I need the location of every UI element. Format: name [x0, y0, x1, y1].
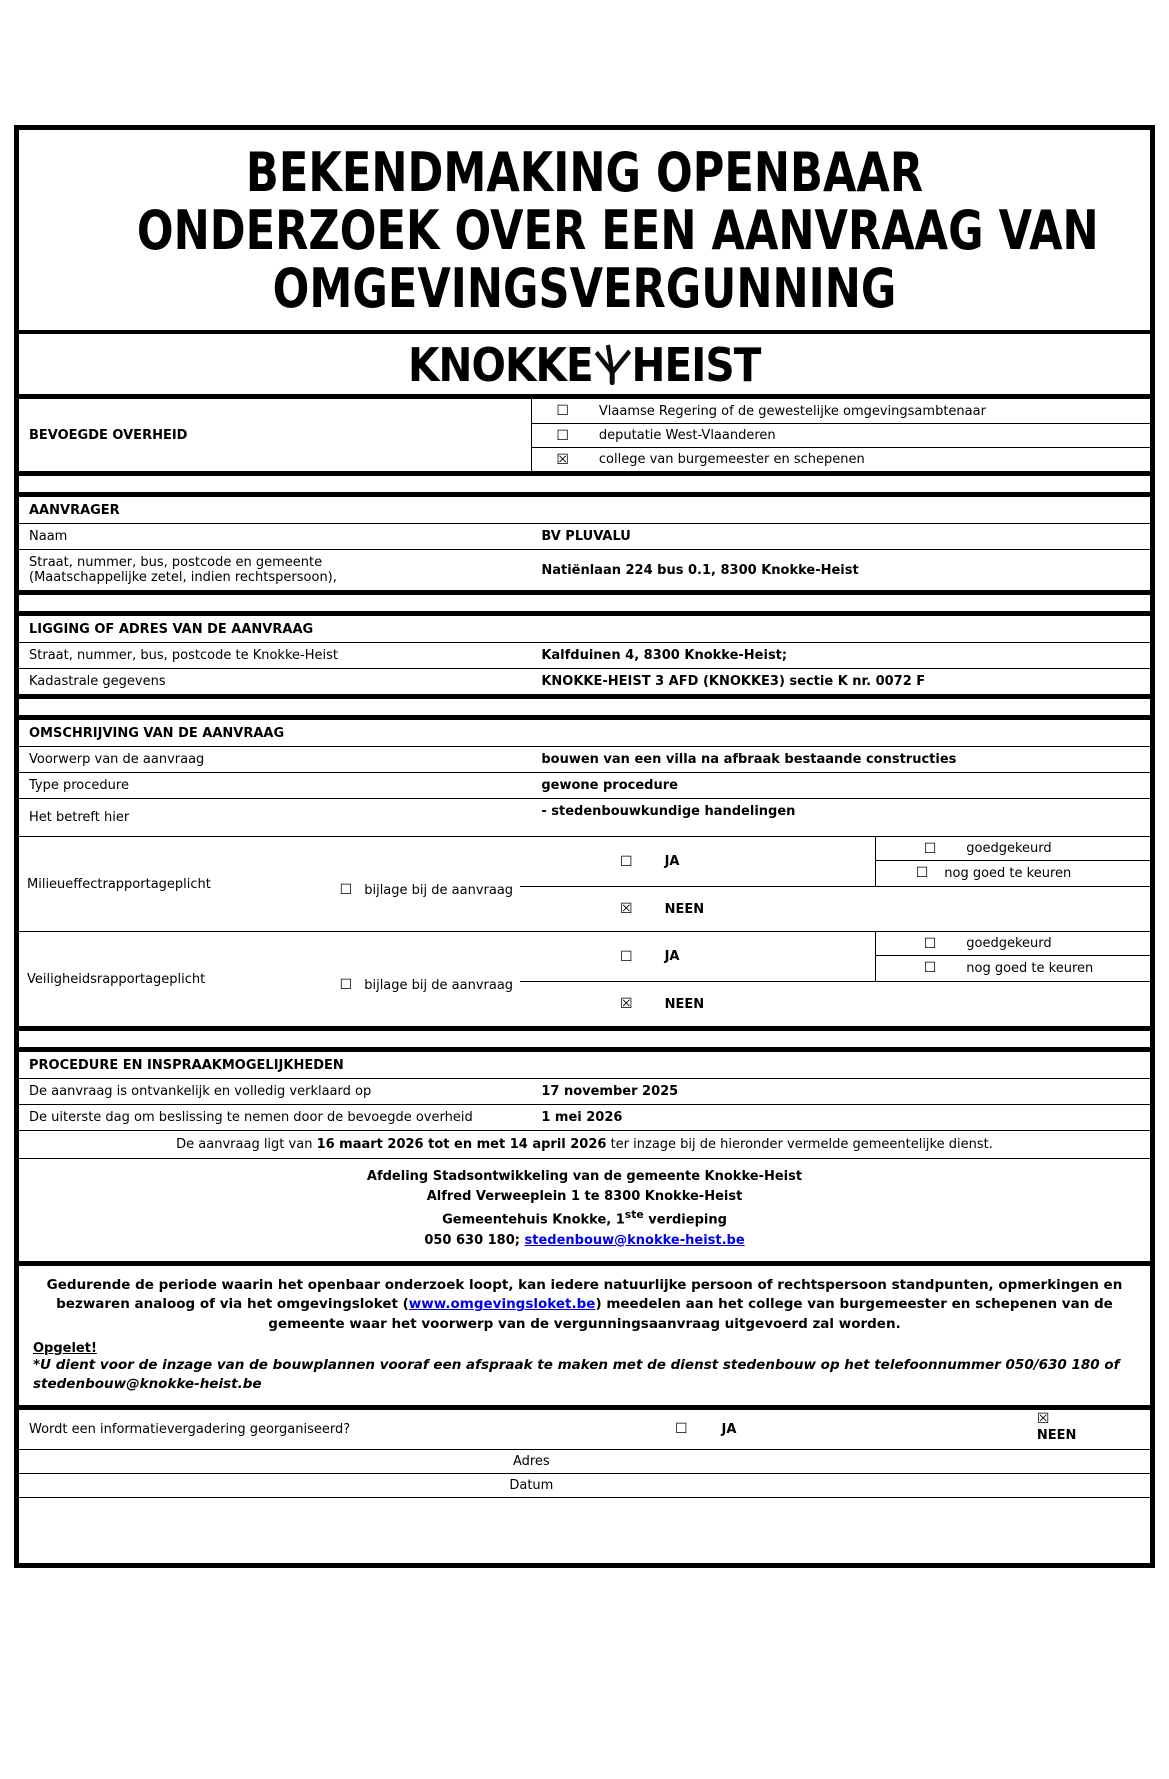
inzage-text-post: ter inzage bij de hieronder vermelde gemeentelijke dienst. — [606, 1137, 993, 1152]
milieu-neen-label: NEEN — [664, 901, 705, 917]
aanvrager-header: AANVRAGER — [19, 497, 1150, 524]
option-label: college van burgemeester en schepenen — [598, 452, 865, 467]
ligging-header: LIGGING OF ADRES VAN DE AANVRAAG — [19, 616, 1150, 643]
inzage-text-pre: De aanvraag ligt van — [176, 1137, 317, 1152]
row-adres — [19, 1450, 1150, 1474]
omgevingsloket-link[interactable]: www.omgevingsloket.be — [408, 1296, 596, 1313]
title-block — [19, 130, 1150, 334]
adres-label: Straat, nummer, bus, postcode en gemeente (Maatschappelijke zetel, indien rechtspersoon), — [29, 555, 337, 585]
municipality-logo — [19, 334, 1150, 394]
ontvankelijk-value: 17 november 2025 — [541, 1084, 679, 1099]
section-gap — [19, 595, 1150, 611]
option-label: Vlaamse Regering of de gewestelijke omgevingsambtenaar — [598, 403, 986, 419]
milieu-nog-goed-label: nog goed te keuren — [944, 865, 1072, 881]
opgelet-label: Opgelet! — [33, 1340, 97, 1356]
contact-afdeling: Afdeling Stadsontwikkeling van de gemeente Knokke-Heist — [366, 1169, 803, 1184]
contact-block — [19, 1159, 1150, 1261]
milieu-ja-label: JA — [664, 854, 680, 869]
checkbox-milieu-nog-goed[interactable]: ☐ — [915, 865, 929, 881]
ontvankelijk-label: De aanvraag is ontvankelijk en volledig verklaard op — [29, 1084, 372, 1099]
table-row — [19, 747, 1150, 773]
section-gap — [19, 1031, 1150, 1047]
row-milieueffectrapportageplicht — [19, 837, 1150, 932]
superscript-ste: ste — [624, 1208, 644, 1222]
informatievergadering-vraag: Wordt een informatievergadering georganiseerd? — [29, 1421, 351, 1437]
checkbox-college[interactable]: ☒ — [556, 451, 569, 468]
empty-area — [19, 1498, 1150, 1563]
table-row — [19, 643, 1150, 669]
row-veiligheidsrapportageplicht — [19, 932, 1150, 1026]
uiterste-dag-value: 1 mei 2026 — [541, 1110, 623, 1125]
seagull-icon — [592, 341, 632, 385]
veiligheid-neen-label: NEEN — [664, 996, 705, 1012]
section-aanvrager — [19, 497, 1150, 590]
kadastrale-label: Kadastrale gegevens — [29, 674, 166, 689]
email-link[interactable]: stedenbouw@knokke-heist.be — [524, 1232, 745, 1248]
type-procedure-value: gewone procedure — [541, 778, 678, 793]
type-procedure-label: Type procedure — [29, 778, 129, 793]
page-title-line-2: ONDERZOEK OVER EEN AANVRAAG VAN — [136, 199, 1099, 262]
contact-verdieping: Gemeentehuis Knokke, 1ste verdieping — [442, 1208, 727, 1228]
checkbox-veiligheid-neen[interactable]: ☒ — [620, 996, 633, 1012]
section-procedure — [19, 1052, 1150, 1261]
ligging-straat-label: Straat, nummer, bus, postcode te Knokke-Heist — [29, 648, 338, 663]
betreft-value: - stedenbouwkundige handelingen — [541, 804, 796, 819]
afspraak-note: *U dient voor de inzage van de bouwplannen vooraf een afspraak te maken met de dienst stedenbouw op het telefoonnummer 050/630 180 of stedenbouw@knokke-heist.be — [33, 1356, 1120, 1393]
contact-adres: Alfred Verweeplein 1 te 8300 Knokke-Heist — [426, 1189, 743, 1205]
checkbox-veiligheid-goedgekeurd[interactable]: ☐ — [923, 935, 937, 952]
section-ligging — [19, 616, 1150, 694]
table-row — [19, 799, 1150, 837]
kadastrale-value: KNOKKE-HEIST 3 AFD (KNOKKE3) sectie K nr. 0072 F — [541, 674, 926, 689]
section-bezwaar — [19, 1266, 1150, 1405]
adres-label: Adres — [512, 1453, 550, 1469]
voorwerp-label: Voorwerp van de aanvraag — [29, 752, 205, 767]
option-vlaamse-regering — [532, 399, 1150, 423]
row-informatievergadering — [19, 1410, 1150, 1450]
table-row — [19, 1079, 1150, 1105]
veiligheid-nog-goed-label: nog goed te keuren — [966, 960, 1094, 976]
checkbox-milieu-goedgekeurd[interactable]: ☐ — [923, 840, 937, 857]
naam-value: BV PLUVALU — [541, 529, 631, 544]
veiligheid-label: Veiligheidsrapportageplicht — [27, 971, 206, 987]
section-gap — [19, 699, 1150, 715]
checkbox-veiligheid-bijlage[interactable]: ☐ — [339, 977, 353, 993]
checkbox-milieu-neen[interactable]: ☒ — [620, 901, 633, 917]
milieu-label: Milieueffectrapportageplicht — [27, 876, 211, 892]
table-row — [19, 1105, 1150, 1131]
checkbox-veiligheid-nog-goed[interactable]: ☐ — [923, 960, 937, 976]
row-datum — [19, 1474, 1150, 1498]
announcement-document — [14, 125, 1155, 1568]
section-gap — [19, 476, 1150, 492]
table-row — [19, 669, 1150, 694]
bevoegde-overheid-label: BEVOEGDE OVERHEID — [29, 427, 188, 443]
checkbox-veiligheid-ja[interactable]: ☐ — [620, 948, 633, 965]
checkbox-deputatie[interactable]: ☐ — [556, 427, 569, 444]
veiligheid-ja-label: JA — [664, 949, 680, 964]
adres-value: Natiënlaan 224 bus 0.1, 8300 Knokke-Heist — [541, 562, 859, 578]
datum-label: Datum — [509, 1477, 554, 1493]
bezwaar-paragraaf: Gedurende de periode waarin het openbaar onderzoek loopt, kan iedere natuurlijke persoon of rechtspersoon standpunten, opmerkingen en bezwaren analoog of via het omgevingsloket (www.omgevingsloket.be) meedelen aan het college van burgemeester en schepenen van de gemeente waar het voorwerp van de vergunningsaanvraag uitgevoerd zal worden. — [46, 1276, 1123, 1333]
checkbox-vergadering-neen[interactable]: ☒ — [1036, 1410, 1050, 1427]
table-row — [19, 550, 1150, 590]
section-bevoegde-overheid — [19, 399, 1150, 471]
table-row — [19, 524, 1150, 550]
procedure-header: PROCEDURE EN INSPRAAKMOGELIJKHEDEN — [19, 1052, 1150, 1079]
option-college — [532, 447, 1150, 471]
page-title-line-1: BEKENDMAKING OPENBAAR — [245, 141, 924, 204]
page-title-line-3: OMGEVINGSVERGUNNING — [272, 257, 897, 320]
contact-telefoon-email: 050 630 180; stedenbouw@knokke-heist.be — [424, 1232, 745, 1248]
ligging-straat-value: Kalfduinen 4, 8300 Knokke-Heist; — [541, 648, 788, 663]
veiligheid-goedgekeurd-label: goedgekeurd — [966, 936, 1052, 951]
checkbox-vergadering-ja[interactable]: ☐ — [674, 1421, 688, 1438]
vergadering-neen-label: NEEN — [1036, 1427, 1077, 1443]
table-row — [19, 773, 1150, 799]
naam-label: Naam — [29, 529, 68, 544]
betreft-label: Het betreft hier — [29, 810, 130, 825]
section-omschrijving — [19, 720, 1150, 1026]
milieu-goedgekeurd-label: goedgekeurd — [966, 841, 1052, 856]
logo-text-knokke: KNOKKE — [408, 338, 594, 392]
inzage-dates: 16 maart 2026 tot en met 14 april 2026 — [316, 1137, 607, 1152]
checkbox-milieu-ja[interactable]: ☐ — [620, 853, 633, 870]
checkbox-milieu-bijlage[interactable]: ☐ — [339, 882, 353, 898]
option-deputatie — [532, 423, 1150, 447]
inzage-periode — [19, 1131, 1150, 1159]
option-label: deputatie West-Vlaanderen — [598, 428, 776, 443]
uiterste-dag-label: De uiterste dag om beslissing te nemen door de bevoegde overheid — [29, 1110, 473, 1125]
logo-text-heist: HEIST — [631, 338, 761, 392]
checkbox-vlaamse-regering[interactable]: ☐ — [556, 403, 569, 419]
milieu-bijlage-label: bijlage bij de aanvraag — [364, 882, 514, 898]
veiligheid-bijlage-label: bijlage bij de aanvraag — [364, 977, 514, 993]
voorwerp-value: bouwen van een villa na afbraak bestaande constructies — [541, 752, 957, 767]
vergadering-ja-label: JA — [721, 1421, 737, 1437]
omschrijving-header: OMSCHRIJVING VAN DE AANVRAAG — [19, 720, 1150, 747]
